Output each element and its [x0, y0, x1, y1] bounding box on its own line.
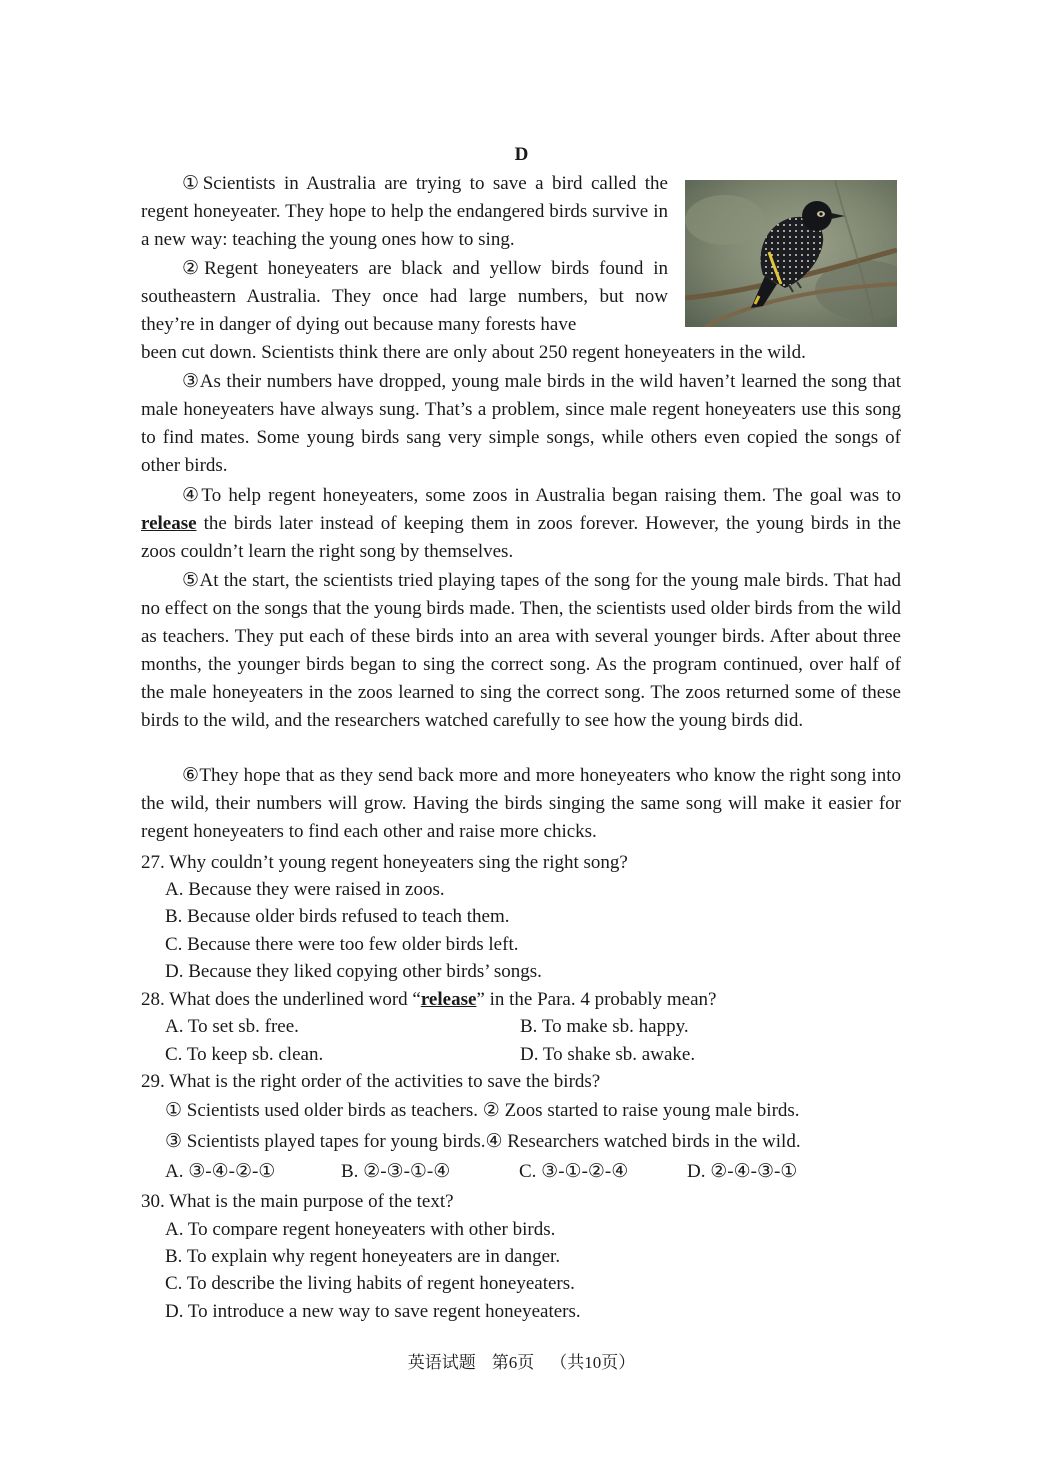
- question-30-option: C. To describe the living habits of regent honeyeaters.: [165, 1273, 575, 1294]
- underlined-keyword: release: [420, 989, 477, 1010]
- question-30-option: A. To compare regent honeyeaters with other birds.: [165, 1219, 556, 1240]
- question-29-stem: 29. What is the right order of the activities to save the birds?: [141, 1071, 601, 1092]
- underlined-keyword: release: [141, 513, 197, 534]
- paragraph-text: As their numbers have dropped, young male birds in the wild haven’t learned the song that male honeyeaters have always sung. That’s a problem, since male regent honeyeaters use this song to find mates. Some young birds sang very simple songs, while others even copied the songs of other birds.: [141, 371, 901, 476]
- paragraph-number: ④: [182, 485, 202, 506]
- question-28-option: A. To set sb. free.: [165, 1016, 299, 1037]
- question-27-option: C. Because there were too few older birds left.: [165, 934, 519, 955]
- question-29-item: ① Scientists used older birds as teachers. ② Zoos started to raise young male birds.: [165, 1100, 800, 1121]
- page-footer: [0, 1351, 1043, 1375]
- paragraph-3: [141, 368, 901, 480]
- bird-photo: [685, 180, 897, 327]
- paragraph-text: They hope that as they send back more and more honeyeaters who know the right song into the wild, their numbers will grow. Having the birds singing the same song will make it easier for regent honeyeaters to find each other and raise more chicks.: [141, 765, 901, 842]
- paragraph-2-continued: been cut down. Scientists think there are only about 250 regent honeyeaters in the wild.: [141, 342, 806, 363]
- question-29-option: D. ②-④-③-①: [687, 1161, 798, 1182]
- footer-page-number: 第6页: [491, 1353, 535, 1372]
- paragraph-number: ⑥: [182, 765, 200, 786]
- question-29-option: A. ③-④-②-①: [165, 1161, 276, 1182]
- question-27-option: D. Because they liked copying other birds’ songs.: [165, 961, 542, 982]
- question-27-option: A. Because they were raised in zoos.: [165, 879, 445, 900]
- question-text: ” in the Para. 4 probably mean?: [476, 989, 717, 1010]
- footer-total-pages: （共10页）: [550, 1353, 636, 1372]
- question-29-item: ③ Scientists played tapes for young birds.④ Researchers watched birds in the wild.: [165, 1131, 801, 1152]
- paragraph-text: Regent honeyeaters are black and yellow birds found in southeastern Australia. They once had large numbers, but now they’re in danger of dying out because many forests have: [141, 258, 668, 335]
- question-30-option: D. To introduce a new way to save regent honeyeaters.: [165, 1301, 581, 1322]
- paragraph-6: [141, 762, 901, 846]
- paragraph-1: [141, 170, 668, 254]
- paragraph-text: At the start, the scientists tried playing tapes of the song for the young male birds. That had no effect on the songs that the young birds made. Then, the scientists used older birds from the wild as teachers. They put each of these birds into an area with several younger birds. After about three months, the younger birds began to sing the correct song. As the program continued, over half of the male honeyeaters in the zoos learned to sing the correct song. The zoos returned some of these birds to the wild, and the researchers watched carefully to see how the young birds did.: [141, 570, 901, 731]
- question-28-option: D. To shake sb. awake.: [520, 1044, 696, 1065]
- question-27-stem: 27. Why couldn’t young regent honeyeaters sing the right song?: [141, 852, 628, 873]
- paragraph-text: To help regent honeyeaters, some zoos in Australia began raising them. The goal was to: [201, 485, 901, 506]
- question-29-option: C. ③-①-②-④: [519, 1161, 629, 1182]
- paragraph-number: ②: [182, 258, 205, 279]
- paragraph-4: [141, 482, 901, 566]
- question-28-option: B. To make sb. happy.: [520, 1016, 689, 1037]
- paragraph-number: ①: [182, 173, 203, 194]
- footer-subject: 英语试题: [407, 1353, 476, 1372]
- question-28-option: C. To keep sb. clean.: [165, 1044, 324, 1065]
- question-27-option: B. Because older birds refused to teach them.: [165, 906, 510, 927]
- section-title: D: [514, 144, 529, 165]
- question-30-option: B. To explain why regent honeyeaters are in danger.: [165, 1246, 561, 1267]
- question-text: 28. What does the underlined word “: [141, 989, 421, 1010]
- paragraph-text: Scientists in Australia are trying to save a bird called the regent honeyeater. They hope to help the endangered birds survive in a new way: teaching the young ones how to sing.: [141, 173, 668, 250]
- question-30-stem: 30. What is the main purpose of the text?: [141, 1191, 454, 1212]
- paragraph-5: [141, 567, 901, 735]
- paragraph-2: [141, 255, 668, 339]
- question-29-option: B. ②-③-①-④: [341, 1161, 451, 1182]
- paragraph-number: ⑤: [182, 570, 200, 591]
- paragraph-number: ③: [182, 371, 200, 392]
- paragraph-text: the birds later instead of keeping them in zoos forever. However, the young birds in the zoos couldn’t learn the right song by themselves.: [141, 513, 901, 562]
- question-28-stem: [141, 986, 901, 1013]
